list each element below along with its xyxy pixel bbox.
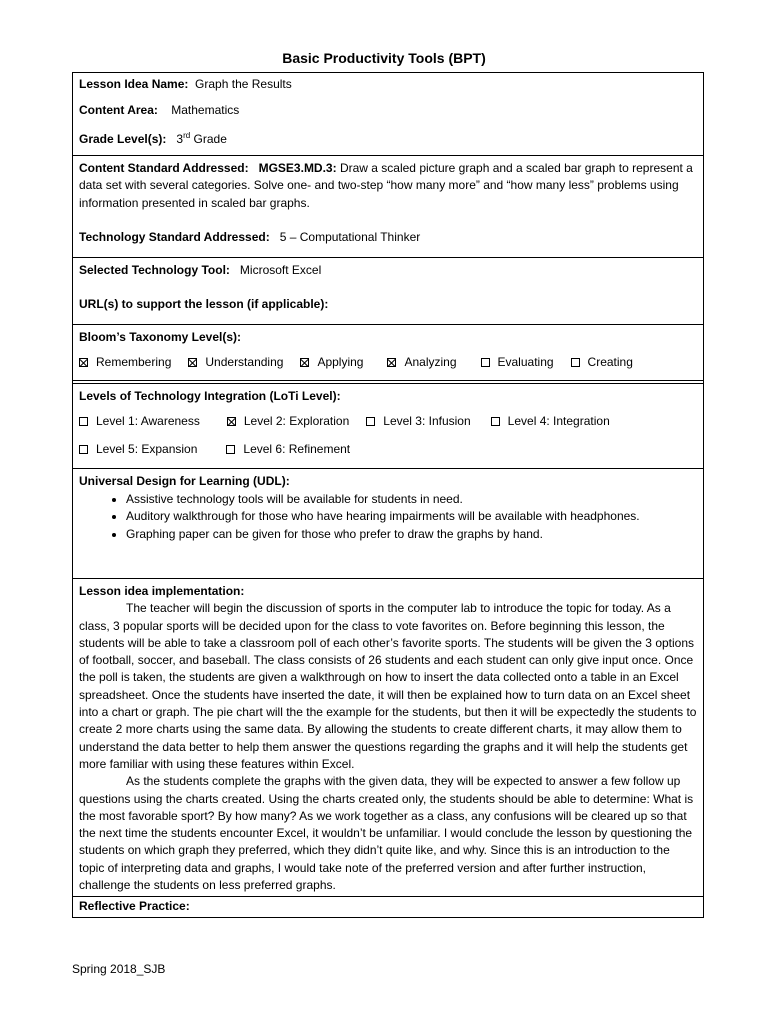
reflective-section bbox=[73, 897, 703, 917]
content-area-row bbox=[79, 102, 697, 120]
loti-option-level1[interactable]: Level 1: Awareness bbox=[79, 413, 200, 431]
lesson-plan-table bbox=[72, 72, 704, 918]
lesson-info-section bbox=[73, 73, 703, 156]
url-label: URL(s) to support the lesson (if applicable): bbox=[79, 297, 329, 311]
content-standard-text: Draw a scaled picture graph and a scaled bar graph to represent a data set with several categories. Solve one- and two-step “how many more” and “how many less” problems using information presented in scaled bar graphs. bbox=[79, 160, 693, 210]
loti-option-level5[interactable]: Level 5: Expansion bbox=[79, 441, 197, 459]
tech-standard bbox=[79, 229, 697, 247]
checked-box-icon[interactable] bbox=[227, 417, 236, 426]
grade-suffix: rd bbox=[183, 131, 191, 140]
content-area-label: Content Area: bbox=[79, 102, 158, 117]
checked-box-icon[interactable] bbox=[188, 358, 197, 367]
checked-box-icon[interactable] bbox=[300, 358, 309, 367]
implementation-label: Lesson idea implementation: bbox=[79, 584, 245, 598]
tech-standard-label: Technology Standard Addressed: bbox=[79, 230, 270, 244]
unchecked-box-icon[interactable] bbox=[491, 417, 500, 426]
implementation-paragraph-1: The teacher will begin the discussion of sports in the computer lab to introduce the topic for today. As a class, 3 popular sports will be decided upon for the class to vote favorites on. Before beginning this lesson, the students will be able to take a classroom poll of each other’s favorite sports. The students will be given the 3 options of football, soccer, and baseball. The class consists of 26 students and each student can only give input once. Once the poll is taken, the students are given a walkthrough on how to insert the data collected onto a table in an Excel spreadsheet. Once the students have inserted the date, it will then be explained how to turn data on an Excel sheet into a chart or graph. The pie chart will the the example for the students, but then it will be expectedly the students to create 2 more charts using the same data. By allowing the students to create different charts, it may allow them to understand the data better to help them answer the questions regarding the graphs and it will help the students get more familiar with using these features within Excel. bbox=[79, 601, 697, 771]
grade-level-row bbox=[79, 127, 697, 149]
loti-section bbox=[73, 383, 703, 470]
unchecked-box-icon[interactable] bbox=[226, 445, 235, 454]
checked-box-icon[interactable] bbox=[79, 358, 88, 367]
tool-value: Microsoft Excel bbox=[239, 262, 322, 277]
tool-row bbox=[79, 262, 697, 280]
blooms-option-evaluating[interactable]: Evaluating bbox=[481, 354, 554, 372]
unchecked-box-icon[interactable] bbox=[366, 417, 375, 426]
blooms-options bbox=[79, 354, 697, 372]
standards-section bbox=[73, 156, 703, 258]
unchecked-box-icon[interactable] bbox=[79, 445, 88, 454]
checked-box-icon[interactable] bbox=[387, 358, 396, 367]
tool-label: Selected Technology Tool: bbox=[79, 262, 230, 277]
list-item: • Graphing paper can be given for those who prefer to draw the graphs by hand. bbox=[126, 526, 697, 544]
udl-section bbox=[73, 469, 703, 579]
loti-label: Levels of Technology Integration (LoTi Level): bbox=[79, 388, 341, 403]
content-standard-label: Content Standard Addressed: bbox=[79, 160, 249, 175]
blooms-option-creating[interactable]: Creating bbox=[571, 354, 633, 372]
list-item: • Assistive technology tools will be available for students in need. bbox=[126, 491, 697, 509]
blooms-label: Bloom’s Taxonomy Level(s): bbox=[79, 329, 242, 344]
loti-options-row1 bbox=[79, 413, 697, 431]
unchecked-box-icon[interactable] bbox=[79, 417, 88, 426]
loti-option-level6[interactable]: Level 6: Refinement bbox=[226, 441, 350, 459]
lesson-idea-row bbox=[79, 76, 697, 94]
content-standard bbox=[79, 160, 697, 213]
list-item: • Auditory walkthrough for those who have hearing impairments will be available with headphones. bbox=[126, 508, 697, 526]
unchecked-box-icon[interactable] bbox=[571, 358, 580, 367]
content-standard-code: MGSE3.MD.3: bbox=[258, 160, 337, 175]
blooms-section bbox=[73, 325, 703, 381]
unchecked-box-icon[interactable] bbox=[481, 358, 490, 367]
tech-standard-value: 5 – Computational Thinker bbox=[279, 230, 421, 244]
blooms-option-remembering[interactable]: Remembering bbox=[79, 354, 171, 372]
content-area-value: Mathematics bbox=[171, 102, 240, 117]
blooms-option-analyzing[interactable]: Analyzing bbox=[387, 354, 456, 372]
page-title: Basic Productivity Tools (BPT) bbox=[282, 50, 486, 66]
loti-option-level3[interactable]: Level 3: Infusion bbox=[366, 413, 470, 431]
udl-label: Universal Design for Learning (UDL): bbox=[79, 474, 290, 488]
grade-number: 3 bbox=[176, 132, 184, 146]
reflective-label: Reflective Practice: bbox=[79, 899, 190, 914]
grade-level-label: Grade Level(s): bbox=[79, 132, 167, 146]
blooms-option-understanding[interactable]: Understanding bbox=[188, 354, 283, 372]
loti-option-level2[interactable]: Level 2: Exploration bbox=[227, 413, 349, 431]
grade-word: Grade bbox=[193, 132, 227, 146]
lesson-idea-value: Graph the Results bbox=[195, 77, 292, 91]
loti-option-level4[interactable]: Level 4: Integration bbox=[491, 413, 610, 431]
udl-list bbox=[79, 491, 697, 544]
implementation-paragraph-2: As the students complete the graphs with the given data, they will be expected to answer a few follow up questions using the charts created. Using the charts created only, the students should be able to determine: What is the most favorable sport? By how many? As we work together as a class, any confusions will be cleared up so that the next time the students encounter Excel, it wouldn’t be unfamiliar. I would conclude the lesson by questioning the students on which graph they preferred, which they didn’t quite like, and why. Since this is an introduction to the topic of interpreting data and graphs, I would take note of the preferred version and after further instruction, challenge the students on less preferred graphs. bbox=[79, 774, 694, 893]
blooms-option-applying[interactable]: Applying bbox=[300, 354, 363, 372]
technology-tool-section bbox=[73, 258, 703, 325]
lesson-idea-label: Lesson Idea Name: bbox=[79, 77, 189, 91]
page-footer: Spring 2018_SJB bbox=[72, 962, 166, 976]
loti-options-row2 bbox=[79, 441, 697, 459]
implementation-section bbox=[73, 579, 703, 897]
